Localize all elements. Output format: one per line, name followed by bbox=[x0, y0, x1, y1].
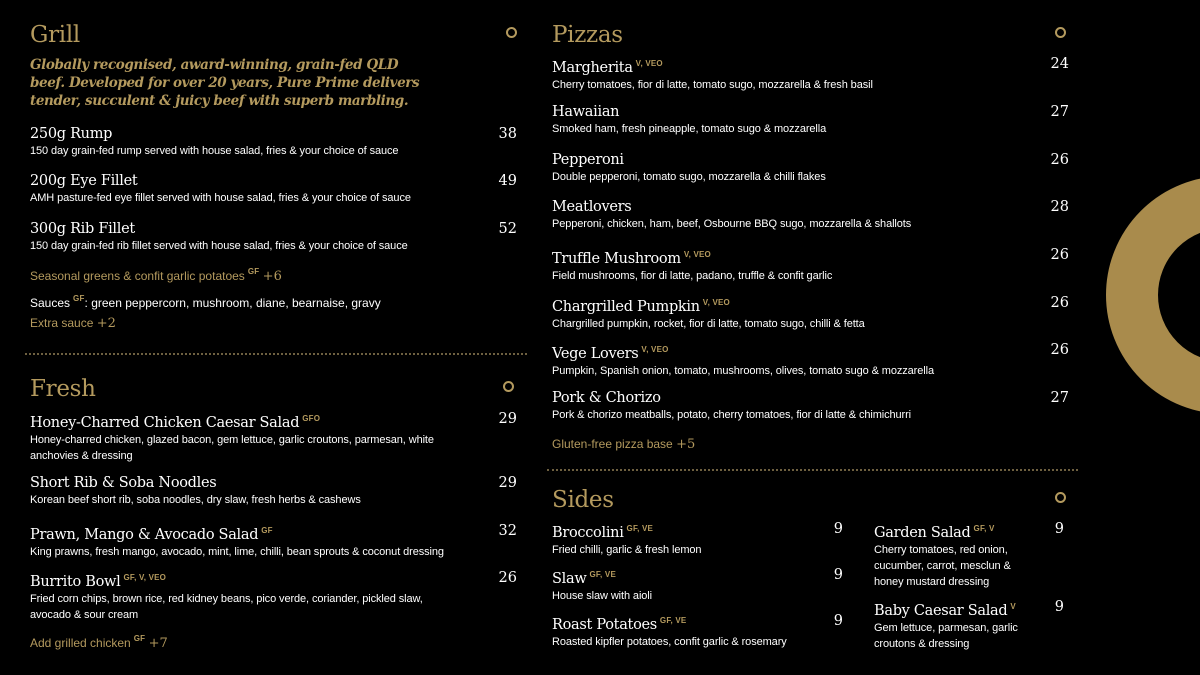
item-description: Roasted kipfler potatoes, confit garlic & rosemary bbox=[552, 636, 787, 648]
fresh-section bbox=[30, 376, 517, 656]
section-divider bbox=[25, 353, 527, 355]
item-description: Smoked ham, fresh pineapple, tomato sugo & mozzarella bbox=[552, 123, 827, 135]
item-name: Meatlovers bbox=[552, 199, 632, 215]
item-description: Gem lettuce, parmesan, garlic croutons & dressing bbox=[874, 622, 1018, 650]
sides-title: Sides bbox=[552, 487, 614, 513]
item-description: Honey-charred chicken, glazed bacon, gem lettuce, garlic croutons, parmesan, white anchovies & dressing bbox=[30, 434, 434, 462]
section-divider bbox=[547, 469, 1078, 471]
item-description: House slaw with aioli bbox=[552, 590, 652, 602]
item-description: Fried corn chips, brown rice, red kidney beans, pico verde, coriander, pickled slaw, avocado & sour cream bbox=[30, 593, 423, 621]
dietary-tags: V, VEO bbox=[635, 59, 663, 68]
ring-icon bbox=[1055, 27, 1066, 38]
item-name: Roast Potatoes $^{GF, VE}$ bbox=[552, 616, 687, 633]
dietary-tags: GF bbox=[261, 526, 273, 535]
ring-icon bbox=[503, 381, 514, 392]
item-name: Pepperoni bbox=[552, 152, 624, 168]
item-name: Prawn, Mango & Avocado Salad $^{GF}$ bbox=[30, 526, 273, 543]
item-price: 49 bbox=[498, 173, 517, 189]
menu-item bbox=[552, 198, 1069, 232]
item-name: Truffle Mushroom $^{V, VEO}$ bbox=[552, 250, 711, 267]
item-price: 38 bbox=[498, 126, 517, 142]
pizzas-title: Pizzas bbox=[552, 22, 623, 48]
menu-item bbox=[874, 520, 1064, 590]
item-name: Honey-Charred Chicken Caesar Salad $^{GFO}$ bbox=[30, 414, 321, 431]
item-name: Slaw $^{GF, VE}$ bbox=[552, 570, 616, 587]
sides-right-column bbox=[874, 487, 1064, 657]
item-price: 26 bbox=[1050, 342, 1069, 358]
item-description: Pork & chorizo meatballs, potato, cherry tomatoes, fior di latte & chimichurri bbox=[552, 409, 912, 421]
item-price: 9 bbox=[833, 613, 843, 629]
menu-item bbox=[552, 246, 1069, 284]
dietary-tags: GF, VE bbox=[659, 616, 687, 625]
dietary-tags: GF bbox=[247, 267, 260, 276]
item-name: Margherita $^{V, VEO}$ bbox=[552, 59, 663, 76]
menu-item bbox=[30, 569, 517, 623]
menu-item bbox=[30, 522, 517, 560]
item-description: King prawns, fresh mango, avocado, mint, lime, chilli, bean sprouts & coconut dressing bbox=[30, 546, 444, 558]
menu-item bbox=[552, 294, 1069, 332]
menu-item bbox=[552, 151, 1069, 185]
item-price: 26 bbox=[498, 570, 517, 586]
dietary-tags: GF, V, VEO bbox=[123, 573, 167, 582]
item-price: 9 bbox=[1054, 521, 1064, 537]
item-price: 26 bbox=[1050, 295, 1069, 311]
menu-item bbox=[30, 474, 517, 508]
item-name: Garden Salad $^{GF, V}$ bbox=[874, 524, 995, 541]
grill-section bbox=[30, 22, 517, 342]
extra-option: Add grilled chicken $^{GF}$ +7 bbox=[30, 634, 168, 651]
ring-icon bbox=[506, 27, 517, 38]
menu-item bbox=[552, 566, 843, 604]
dietary-tags: V, VEO bbox=[641, 345, 669, 354]
item-price: 26 bbox=[1050, 152, 1069, 168]
sides-section bbox=[552, 487, 1069, 657]
item-name: 200g Eye Fillet bbox=[30, 173, 138, 189]
item-description: Field mushrooms, fior di latte, padano, truffle & confit garlic bbox=[552, 270, 833, 282]
item-price: 52 bbox=[498, 221, 517, 237]
item-description: Pumpkin, Spanish onion, tomato, mushrooms, olives, tomato sugo & mozzarella bbox=[552, 365, 934, 377]
item-price: 29 bbox=[498, 411, 517, 427]
menu-item bbox=[30, 220, 517, 254]
grill-intro: Globally recognised, award-winning, grain-fed QLD beef. Developed for over 20 years, Pure Prime delivers tender, succulent & juicy beef with superb marbling. bbox=[30, 57, 420, 109]
item-name: Pork & Chorizo bbox=[552, 390, 661, 406]
item-name: Baby Caesar Salad $^V$ bbox=[874, 602, 1016, 619]
item-description: Korean beef short rib, soba noodles, dry slaw, fresh herbs & cashews bbox=[30, 494, 361, 506]
menu-item bbox=[552, 103, 1069, 137]
item-name: Vege Lovers $^{V, VEO}$ bbox=[552, 345, 669, 362]
dietary-tags: GF, VE bbox=[589, 570, 616, 579]
menu-item bbox=[874, 598, 1064, 652]
item-price: 28 bbox=[1050, 199, 1069, 215]
menu-item bbox=[552, 55, 1069, 93]
item-name: Chargrilled Pumpkin $^{V, VEO}$ bbox=[552, 298, 730, 315]
item-description: Fried chilli, garlic & fresh lemon bbox=[552, 544, 702, 556]
dietary-tags: V, VEO bbox=[702, 298, 730, 307]
item-name: Hawaiian bbox=[552, 104, 620, 120]
dietary-tags: GF bbox=[73, 294, 85, 303]
item-description: Pepperoni, chicken, ham, beef, Osbourne BBQ sugo, mozzarella & shallots bbox=[552, 218, 912, 230]
extra-price: +5 bbox=[676, 437, 696, 452]
dietary-tags: GF bbox=[133, 634, 146, 643]
item-name: 300g Rib Fillet bbox=[30, 221, 135, 237]
dietary-tags: GF, V bbox=[973, 524, 995, 533]
extra-option: Seasonal greens & confit garlic potatoes $^{GF}$ +6 bbox=[30, 267, 282, 284]
item-description: 150 day grain-fed rib fillet served with house salad, fries & your choice of sauce bbox=[30, 240, 408, 252]
extra-price: +2 bbox=[96, 316, 116, 331]
menu-item bbox=[552, 520, 843, 558]
item-description: AMH pasture-fed eye fillet served with house salad, fries & your choice of sauce bbox=[30, 192, 411, 204]
item-name: Short Rib & Soba Noodles bbox=[30, 475, 217, 491]
item-description: Cherry tomatoes, fior di latte, tomato sugo, mozzarella & fresh basil bbox=[552, 79, 873, 91]
menu-item bbox=[30, 410, 517, 464]
extra-price: +6 bbox=[262, 269, 282, 284]
item-description: Double pepperoni, tomato sugo, mozzarella & chilli flakes bbox=[552, 171, 826, 183]
grill-title: Grill bbox=[30, 22, 80, 48]
menu-item bbox=[30, 125, 517, 159]
item-name: Broccolini $^{GF, VE}$ bbox=[552, 524, 654, 541]
extra-option: Extra sauce +2 bbox=[30, 316, 116, 331]
fresh-title: Fresh bbox=[30, 376, 96, 402]
sides-left-column bbox=[552, 487, 843, 657]
item-price: 9 bbox=[833, 567, 843, 583]
item-description: Chargrilled pumpkin, rocket, fior di latte, tomato sugo, chilli & fetta bbox=[552, 318, 865, 330]
dietary-tags: V, VEO bbox=[683, 250, 711, 259]
item-price: 27 bbox=[1050, 390, 1069, 406]
item-price: 32 bbox=[498, 523, 517, 539]
menu-item bbox=[552, 612, 843, 650]
menu-item bbox=[30, 172, 517, 206]
item-price: 27 bbox=[1050, 104, 1069, 120]
menu-item bbox=[552, 341, 1069, 379]
item-description: Cherry tomatoes, red onion, cucumber, carrot, mesclun & honey mustard dressing bbox=[874, 544, 1011, 588]
gold-ring-decoration bbox=[1106, 176, 1200, 414]
pizzas-section bbox=[552, 22, 1069, 457]
item-name: 250g Rump bbox=[30, 126, 113, 142]
extra-option: Gluten-free pizza base +5 bbox=[552, 437, 696, 452]
sauces-line: Sauces $^{GF}$: green peppercorn, mushroom, diane, bearnaise, gravy bbox=[30, 294, 381, 310]
menu-item bbox=[552, 389, 1069, 423]
item-price: 29 bbox=[498, 475, 517, 491]
item-name: Burrito Bowl $^{GF, V, VEO}$ bbox=[30, 573, 167, 590]
item-price: 9 bbox=[1054, 599, 1064, 615]
item-price: 24 bbox=[1050, 56, 1069, 72]
dietary-tags: GF, VE bbox=[626, 524, 654, 533]
item-description: 150 day grain-fed rump served with house salad, fries & your choice of sauce bbox=[30, 145, 399, 157]
item-price: 9 bbox=[833, 521, 843, 537]
extra-price: +7 bbox=[148, 636, 168, 651]
item-price: 26 bbox=[1050, 247, 1069, 263]
dietary-tags: V bbox=[1010, 602, 1016, 611]
dietary-tags: GFO bbox=[302, 414, 321, 423]
